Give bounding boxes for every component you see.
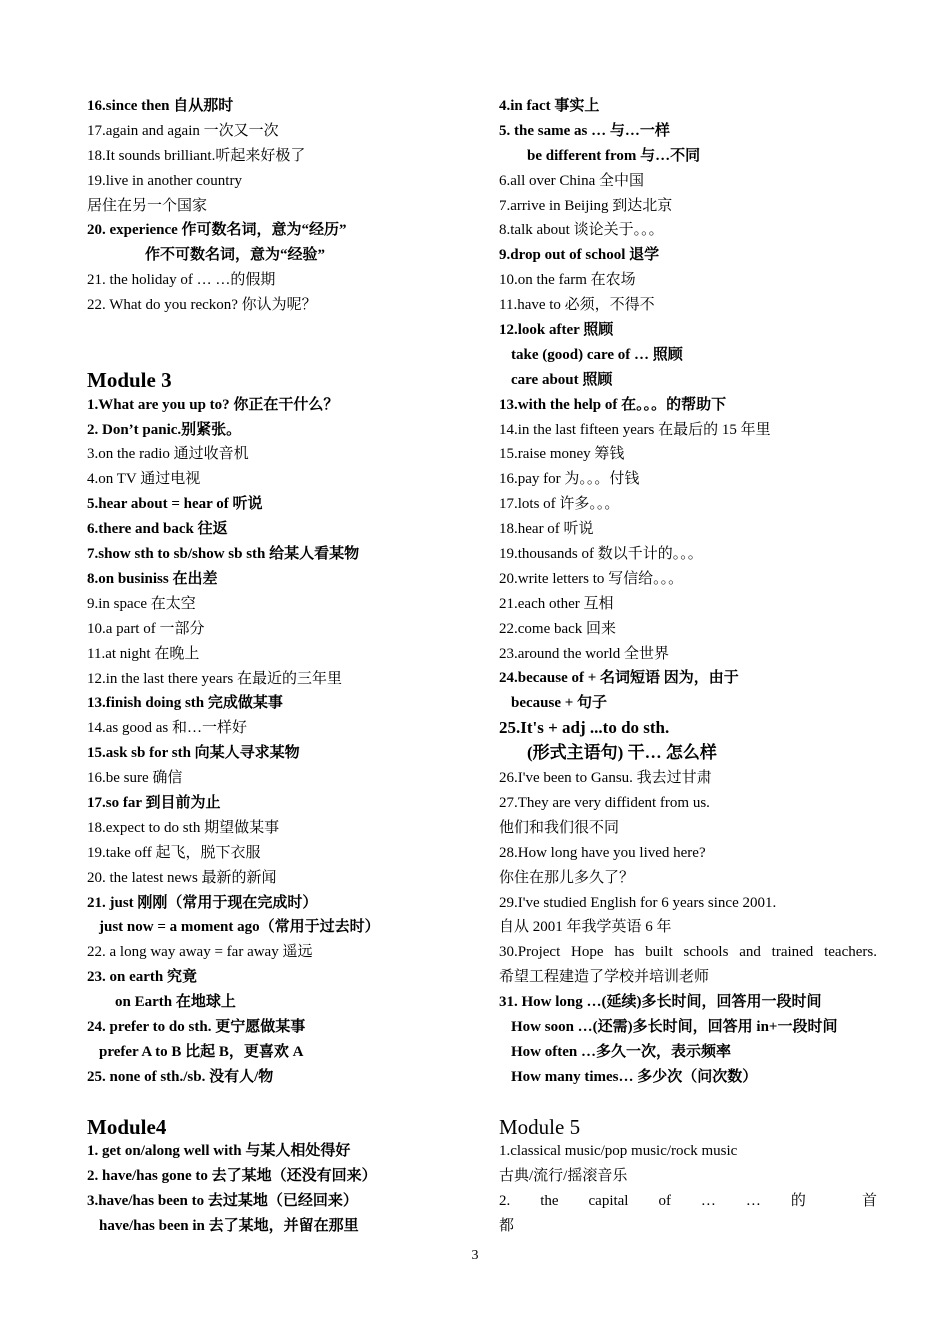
vocab-entry: 23.around the world 全世界 xyxy=(499,645,669,662)
vocab-entry: 2. the capital of … … 的 首 xyxy=(499,1193,877,1210)
vocab-entry: 22. What do you reckon? 你认为呢？ xyxy=(87,297,317,314)
vocab-entry: 30.Project Hope has built schools and trained teachers. xyxy=(499,944,877,961)
vocab-entry: 19.thousands of 数以千计的。。。 xyxy=(499,546,703,563)
vocab-entry: 14.in the last fifteen years 在最后的 15 年里 xyxy=(499,421,771,438)
blank-line xyxy=(499,1090,877,1115)
module-heading: Module 5 xyxy=(499,1114,581,1139)
vocab-entry: 7.show sth to sb/show sb sth 给某人看某物 xyxy=(87,546,360,563)
vocab-entry: 19.live in another country xyxy=(87,172,242,189)
left-column xyxy=(87,94,482,1239)
vocab-entry: 6.there and back 往返 xyxy=(87,521,228,538)
vocab-entry: 11.have to 必须，不得不 xyxy=(499,297,655,314)
vocab-entry: How often …多久一次，表示频率 xyxy=(511,1043,731,1060)
vocab-entry: How many times… 多少次（问次数） xyxy=(511,1068,758,1085)
vocab-entry: 居住在另一个国家 xyxy=(87,197,208,214)
vocab-entry: 12.in the last there years 在最近的三年里 xyxy=(87,670,342,687)
vocab-entry: 10.on the farm 在农场 xyxy=(499,272,636,289)
vocab-entry: 3.on the radio 通过收音机 xyxy=(87,446,249,463)
page-number: 3 xyxy=(471,1248,479,1263)
vocab-entry: 3.have/has been to 去过某地（已经回来） xyxy=(87,1193,358,1210)
vocab-entry: 25.It's + adj ...to do sth. xyxy=(499,718,670,738)
vocab-entry: 6.all over China 全中国 xyxy=(499,172,644,189)
vocab-entry: 16.be sure 确信 xyxy=(87,770,183,787)
blank-line xyxy=(87,318,482,368)
vocab-entry: 11.at night 在晚上 xyxy=(87,645,200,662)
vocab-entry: 20.write letters to 写信给。。。 xyxy=(499,570,684,587)
vocab-entry: 都 xyxy=(499,1218,515,1235)
vocab-entry: 5.hear about = hear of 听说 xyxy=(87,496,263,513)
vocab-entry: 20. experience 作可数名词，意为“经历” xyxy=(87,222,347,239)
vocab-entry: 13.finish doing sth 完成做某事 xyxy=(87,695,283,712)
module-heading: Module4 xyxy=(87,1114,167,1139)
blank-line xyxy=(87,1090,482,1115)
vocab-entry: 14.as good as 和…一样好 xyxy=(87,720,247,737)
vocab-entry: 9.in space 在太空 xyxy=(87,595,196,612)
vocab-entry: 你住在那儿多久了？ xyxy=(499,869,635,886)
vocab-entry: 26.I've been to Gansu. 我去过甘肃 xyxy=(499,770,712,787)
vocab-entry: on Earth 在地球上 xyxy=(115,994,236,1011)
vocab-entry: 8.talk about 谈论关于。。。 xyxy=(499,222,664,239)
vocab-entry: be different from 与…不同 xyxy=(527,147,701,164)
vocab-entry: 8.on businiss 在出差 xyxy=(87,570,218,587)
vocab-entry: 18.expect to do sth 期望做某事 xyxy=(87,819,280,836)
vocab-entry: 12.look after 照顾 xyxy=(499,322,614,339)
vocab-entry: 作不可数名词，意为“经验” xyxy=(145,247,326,264)
vocab-entry: 16.since then 自从那时 xyxy=(87,98,234,114)
vocab-entry: 古典/流行/摇滚音乐 xyxy=(499,1168,628,1185)
vocab-entry: 1. get on/along well with 与某人相处得好 xyxy=(87,1143,351,1160)
vocab-entry: prefer A to B 比起 B，更喜欢 A xyxy=(99,1043,304,1060)
vocab-entry: have/has been in 去了某地，并留在那里 xyxy=(99,1218,359,1235)
vocab-entry: because + 句子 xyxy=(511,695,608,712)
vocab-entry: 18.It sounds brilliant.听起来好极了 xyxy=(87,147,306,164)
vocab-entry: 25. none of sth./sb. 没有人/物 xyxy=(87,1068,274,1085)
vocab-entry: 21.each other 互相 xyxy=(499,595,614,612)
vocab-entry: 31. How long …(延续)多长时间，回答用一段时间 xyxy=(499,994,822,1011)
vocab-entry: 15.ask sb for sth 向某人寻求某物 xyxy=(87,745,300,762)
right-column xyxy=(499,94,877,1239)
vocab-entry: 24.because of + 名词短语 因为，由于 xyxy=(499,670,739,687)
vocab-entry: 21. the holiday of … …的假期 xyxy=(87,272,276,289)
vocab-entry: 22. a long way away = far away 遥远 xyxy=(87,944,313,961)
vocab-entry: 29.I've studied English for 6 years since 2001. xyxy=(499,894,777,911)
vocab-entry: 7.arrive in Beijing 到达北京 xyxy=(499,197,673,214)
vocab-entry: 16.pay for 为。。。付钱 xyxy=(499,471,640,488)
vocab-entry: 9.drop out of school 退学 xyxy=(499,247,660,264)
vocab-entry: 2. Don’t panic.别紧张。 xyxy=(87,421,242,438)
vocab-entry: 5. the same as … 与…一样 xyxy=(499,122,670,139)
vocab-entry: 22.come back 回来 xyxy=(499,620,617,637)
vocab-entry: just now = a moment ago（常用于过去时） xyxy=(99,919,380,936)
vocab-entry: How soon …(还需)多长时间，回答用 in+一段时间 xyxy=(511,1018,838,1035)
vocab-entry: (形式主语句) 干… 怎么样 xyxy=(527,743,717,763)
vocab-entry: 1.What are you up to? 你正在干什么？ xyxy=(87,396,339,413)
vocab-entry: 希望工程建造了学校并培训老师 xyxy=(499,969,710,986)
vocab-entry: 4.on TV 通过电视 xyxy=(87,471,201,488)
vocab-entry: 21. just 刚刚（常用于现在完成时） xyxy=(87,894,318,911)
vocab-entry: 他们和我们很不同 xyxy=(499,819,620,836)
vocab-entry: 27.They are very diffident from us. xyxy=(499,794,710,811)
module-heading: Module 3 xyxy=(87,367,172,392)
vocab-entry: 24. prefer to do sth. 更宁愿做某事 xyxy=(87,1018,306,1035)
vocab-entry: 20. the latest news 最新的新闻 xyxy=(87,869,277,886)
vocab-entry: 自从 2001 年我学英语 6 年 xyxy=(499,919,672,936)
vocab-entry: care about 照顾 xyxy=(511,371,613,388)
vocab-entry: 18.hear of 听说 xyxy=(499,521,594,538)
vocab-entry: 28.How long have you lived here? xyxy=(499,844,706,861)
vocab-entry: 13.with the help of 在。。。的帮助下 xyxy=(499,396,727,413)
vocab-entry: 15.raise money 筹钱 xyxy=(499,446,625,463)
vocab-entry: 17.so far 到目前为止 xyxy=(87,794,221,811)
vocab-entry: 17.lots of 许多。。。 xyxy=(499,496,620,513)
vocab-entry: 17.again and again 一次又一次 xyxy=(87,122,279,139)
vocab-entry: 2. have/has gone to 去了某地（还没有回来） xyxy=(87,1168,377,1185)
vocab-entry: 19.take off 起飞，脱下衣服 xyxy=(87,844,261,861)
vocab-entry: take (good) care of … 照顾 xyxy=(511,346,683,363)
vocab-entry: 23. on earth 究竟 xyxy=(87,969,197,986)
vocab-entry: 10.a part of 一部分 xyxy=(87,620,205,637)
vocab-entry: 1.classical music/pop music/rock music xyxy=(499,1143,738,1160)
vocab-entry: 4.in fact 事实上 xyxy=(499,98,600,114)
